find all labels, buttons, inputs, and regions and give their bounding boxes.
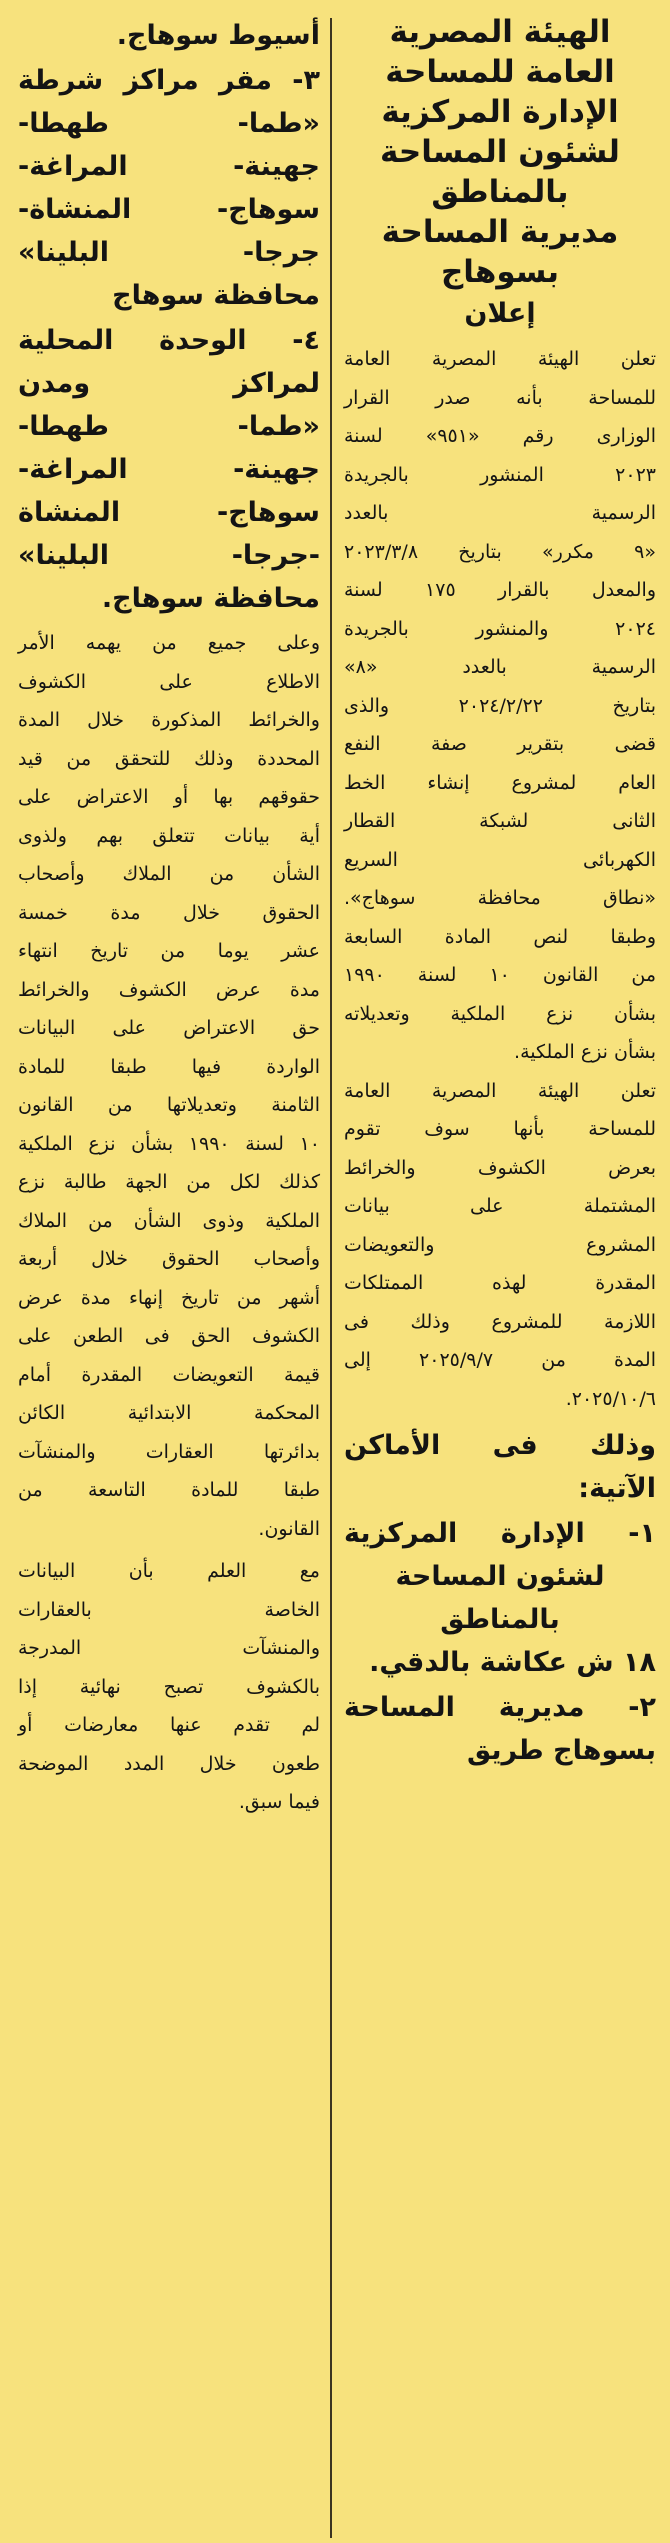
header-line: الإدارة المركزية xyxy=(381,94,619,130)
text-line: عشر يوما من تاريخ انتهاء xyxy=(18,940,320,962)
text-line: العام لمشروع إنشاء الخط xyxy=(344,771,656,794)
text-line: الرسمية بالعدد «٨» xyxy=(344,656,656,678)
text-line: المحددة وذلك للتحقق من قيد xyxy=(18,747,320,770)
text-line: لمراكز ومدن xyxy=(18,368,320,399)
text-line: الحقوق خلال مدة خمسة xyxy=(18,901,320,924)
text-line: بعرض الكشوف والخرائط xyxy=(344,1156,656,1179)
text-line: بسوهاج طريق xyxy=(467,1735,656,1766)
text-line: الرسمية بالعدد xyxy=(344,502,656,524)
text-line: وأصحاب الحقوق خلال أربعة xyxy=(18,1248,320,1270)
text-line: جهينة- المراغة- xyxy=(18,151,320,182)
text-line: تعلن الهيئة المصرية العامة xyxy=(344,1079,656,1102)
text-line: سوهاج- المنشاة- xyxy=(18,194,320,225)
text-line: ٢٠٢٣ المنشور بالجريدة xyxy=(344,463,656,486)
text-line: لشئون المساحة xyxy=(395,1561,605,1592)
text-line: كذلك لكل من الجهة طالبة نزع xyxy=(18,1171,320,1193)
text-line: بشأن نزع الملكية وتعديلاته xyxy=(344,1002,656,1025)
text-line: «٩ مكرر» بتاريخ ٢٠٢٣/٣/٨ xyxy=(344,540,656,563)
header-line: مديرية المساحة xyxy=(381,214,619,250)
text-line: بالكشوف تصبح نهائية إذا xyxy=(18,1675,320,1698)
text-line: جهينة- المراغة- xyxy=(18,454,320,485)
text-line: جرجا- البلينا» xyxy=(18,237,320,268)
notice-header xyxy=(344,12,656,292)
header-line: بسوهاج xyxy=(440,254,560,290)
text-line: وطبقا لنص المادة السابعة xyxy=(344,925,656,948)
place-1 xyxy=(344,1512,656,1684)
text-line: للمساحة بأنه صدر القرار xyxy=(344,386,656,409)
right-column xyxy=(332,12,662,2531)
text-line: ١٠ لسنة ١٩٩٠ بشأن نزع الملكية xyxy=(18,1132,320,1155)
text-line: الملكية وذوى الشأن من الملاك xyxy=(18,1209,320,1232)
text-line: أية بيانات تتعلق بهم ولذوى xyxy=(18,824,320,847)
text-line: طبقا للمادة التاسعة من xyxy=(18,1479,320,1501)
text-line: «طما- طهطا- xyxy=(18,411,320,442)
text-line: حق الاعتراض على البيانات xyxy=(18,1017,320,1039)
text-line: محافظة سوهاج. xyxy=(101,583,320,614)
text-line: للمساحة بأنها سوف تقوم xyxy=(344,1118,656,1140)
text-line: أشهر من تاريخ إنهاء مدة عرض xyxy=(18,1286,320,1309)
text-line: المشتملة على بيانات xyxy=(344,1195,656,1217)
text-line: والمعدل بالقرار ١٧٥ لسنة xyxy=(344,579,657,601)
text-line: «طما- طهطا- xyxy=(18,108,320,139)
text-line: المحكمة الابتدائية الكائن xyxy=(18,1402,320,1424)
places-heading xyxy=(344,1424,656,1510)
text-line: -جرجا- البلينا» xyxy=(18,540,320,571)
text-line: الاطلاع على الكشوف xyxy=(18,670,320,693)
display-paragraph xyxy=(344,1072,656,1419)
text-line: الآتية: xyxy=(578,1473,656,1504)
text-line: بالمناطق xyxy=(440,1604,560,1635)
text-line: ٢٠٢٤ والمنشور بالجريدة xyxy=(344,617,656,640)
header-line: الهيئة المصرية xyxy=(389,14,611,50)
place-4 xyxy=(18,319,320,620)
text-line: محافظة سوهاج xyxy=(112,280,320,311)
text-line: الواردة فيها طبقا للمادة xyxy=(18,1055,320,1078)
finality-paragraph xyxy=(18,1552,320,1822)
text-line: والمنشآت المدرجة xyxy=(18,1637,320,1659)
text-line: ١- الإدارة المركزية xyxy=(344,1518,656,1549)
header-line: لشئون المساحة xyxy=(380,134,620,170)
header-line: بالمناطق xyxy=(431,174,569,210)
text-line: تعلن الهيئة المصرية العامة xyxy=(344,348,656,370)
text-line: بتاريخ ٢٠٢٤/٢/٢٢ والذى xyxy=(344,694,656,717)
text-line: الشأن من الملاك وأصحاب xyxy=(18,863,320,885)
text-line: الكهربائى السريع xyxy=(344,848,656,871)
text-line: قيمة التعويضات المقدرة أمام xyxy=(18,1363,320,1386)
text-line: بدائرتها العقارات والمنشآت xyxy=(18,1440,320,1463)
text-line: وعلى جميع من يهمه الأمر xyxy=(18,632,320,654)
text-line: قضى بتقرير صفة النفع xyxy=(344,733,656,755)
header-line: العامة للمساحة xyxy=(385,54,615,90)
text-line: من القانون ١٠ لسنة ١٩٩٠ xyxy=(344,964,656,986)
text-line: ١٨ ش عكاشة بالدقي. xyxy=(369,1647,656,1678)
text-line: والخرائط المذكورة خلال المدة xyxy=(18,709,320,731)
left-column xyxy=(12,12,330,2531)
text-line: وذلك فى الأماكن xyxy=(344,1430,656,1461)
text-line: المدة من ٢٠٢٥/٩/٧ إلى xyxy=(344,1349,656,1371)
text-line: أسيوط سوهاج. xyxy=(116,20,320,51)
text-line: حقوقهم بها أو الاعتراض على xyxy=(18,786,320,808)
text-line: فيما سبق. xyxy=(238,1791,320,1813)
text-line: القانون. xyxy=(258,1517,320,1540)
text-line: مع العلم بأن البيانات xyxy=(18,1560,320,1582)
text-line: الثانى لشبكة القطار xyxy=(344,810,656,832)
column-divider xyxy=(330,18,332,2538)
text-line: الكشوف الحق فى الطعن على xyxy=(18,1325,320,1347)
decree-paragraph xyxy=(344,340,656,1072)
text-line: ٢- مديرية المساحة xyxy=(344,1692,656,1723)
place-2-continued xyxy=(18,14,320,57)
text-line: الخاصة بالعقارات xyxy=(18,1598,320,1621)
place-2 xyxy=(344,1686,656,1772)
text-line: طعون خلال المدد الموضحة xyxy=(18,1752,320,1775)
text-line: بشأن نزع الملكية. xyxy=(514,1041,656,1063)
text-line: اللازمة للمشروع وذلك فى xyxy=(344,1310,656,1333)
text-line: الوزارى رقم «٩٥١» لسنة xyxy=(344,425,656,447)
text-line: سوهاج- المنشاة xyxy=(18,497,320,528)
text-line: ٣- مقر مراكز شرطة xyxy=(18,65,320,96)
text-line: مدة عرض الكشوف والخرائط xyxy=(18,978,320,1001)
text-line: لم تقدم عنها معارضات أو xyxy=(18,1714,320,1736)
text-line: «نطاق محافظة سوهاج». xyxy=(344,887,656,909)
text-line: المشروع والتعويضات xyxy=(344,1233,656,1256)
place-3 xyxy=(18,59,320,317)
text-line: المقدرة لهذه الممتلكات xyxy=(344,1272,656,1294)
notice-title: إعلان xyxy=(464,298,536,329)
text-line: الثامنة وتعديلاتها من القانون xyxy=(18,1094,320,1116)
text-line: ٤- الوحدة المحلية xyxy=(18,325,320,356)
objection-paragraph xyxy=(18,624,320,1548)
text-line: ٢٠٢٥/١٠/٦. xyxy=(565,1387,656,1410)
